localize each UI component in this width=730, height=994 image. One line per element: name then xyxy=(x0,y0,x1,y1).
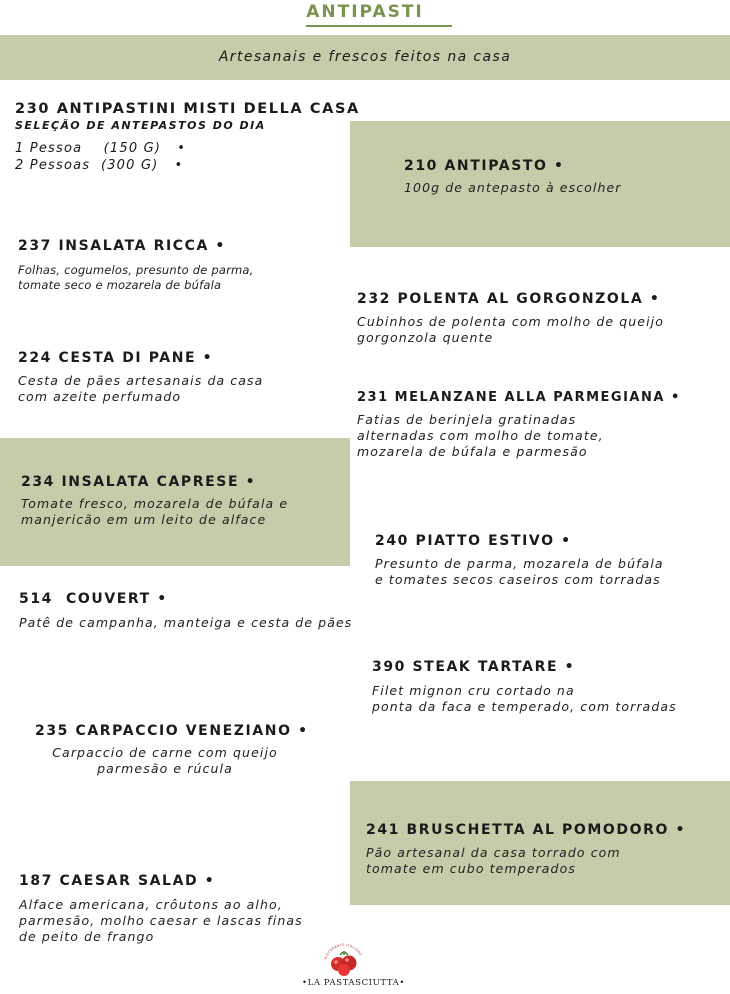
item-title: 224 CESTA DI PANE • xyxy=(18,350,214,366)
item-title: 232 POLENTA AL GORGONZOLA • xyxy=(357,291,661,307)
item-description: Tomate fresco, mozarela de búfala e manjericão em um leito de alface xyxy=(21,496,289,527)
item-description: Alface americana, crôutons ao alho, parmesão, molho caesar e lascas finas de peito de frango xyxy=(19,897,303,944)
item-title: 231 MELANZANE ALLA PARMEGIANA • xyxy=(357,390,681,405)
tagline: Artesanais e frescos feitos na casa xyxy=(218,49,512,65)
menu-item-antipasto xyxy=(404,158,622,196)
menu-item-misti xyxy=(15,101,360,174)
item-description: Folhas, cogumelos, presunto de parma, tomate seco e mozarela de búfala xyxy=(18,263,254,292)
menu-item-couvert xyxy=(19,591,352,631)
item-description: Pão artesanal da casa torrado com tomate em cubo temperados xyxy=(366,845,621,876)
logo-text: •LA PASTASCIUTTA• xyxy=(302,978,405,988)
item-description: Patê de campanha, manteiga e cesta de pães xyxy=(19,615,353,630)
item-description: Carpaccio de carne com queijo parmesão e rúcula xyxy=(52,745,278,776)
option-one-person: 1 Pessoa (150 G) • xyxy=(15,141,187,156)
menu-item-steak-tartare xyxy=(372,659,677,715)
restaurant-logo xyxy=(302,940,405,990)
item-title: 390 STEAK TARTARE • xyxy=(372,659,576,675)
item-title: 210 ANTIPASTO • xyxy=(404,158,565,174)
item-subtitle: SELEÇÃO DE ANTEPASTOS DO DIA xyxy=(15,119,266,132)
item-title: 514 COUVERT • xyxy=(19,591,168,607)
menu-item-carpaccio xyxy=(35,723,309,777)
item-description: 100g de antepasto à escolher xyxy=(404,180,622,195)
item-description: Cesta de pães artesanais da casa com azeite perfumado xyxy=(18,373,264,404)
item-description: Fatias de berinjela gratinadas alternadas com molho de tomate, mozarela de búfala e parmesão xyxy=(357,412,604,459)
menu-item-melanzane xyxy=(357,390,681,460)
item-title: 241 BRUSCHETTA AL POMODORO • xyxy=(366,822,687,838)
menu-item-caesar-salad xyxy=(19,873,303,945)
logo-ring-text: RISTORANTE ITALIANO xyxy=(323,942,363,960)
item-description: Filet mignon cru cortado na ponta da faca e temperado, com torradas xyxy=(372,683,677,714)
item-title: 237 INSALATA RICCA • xyxy=(18,238,226,254)
page-title: ANTIPASTI xyxy=(306,2,424,22)
item-title: 187 CAESAR SALAD • xyxy=(19,873,216,889)
menu-item-insalata-caprese xyxy=(21,474,288,528)
option-two-persons: 2 Pessoas (300 G) • xyxy=(15,158,184,173)
item-title: 230 ANTIPASTINI MISTI DELLA CASA xyxy=(15,101,360,117)
menu-item-insalata-ricca xyxy=(18,238,254,293)
item-description: Presunto de parma, mozarela de búfala e tomates secos caseiros com torradas xyxy=(375,556,664,587)
menu-item-cesta-di-pane xyxy=(18,350,263,405)
item-description: Cubinhos de polenta com molho de queijo gorgonzola quente xyxy=(357,314,664,345)
item-title: 240 PIATTO ESTIVO • xyxy=(375,533,572,549)
item-title: 234 INSALATA CAPRESE • xyxy=(21,474,257,490)
title-underline xyxy=(306,25,452,27)
menu-item-piatto-estivo xyxy=(375,533,664,588)
item-title: 235 CARPACCIO VENEZIANO • xyxy=(35,723,309,739)
menu-item-bruschetta xyxy=(366,822,686,877)
menu-item-polenta xyxy=(357,291,664,346)
